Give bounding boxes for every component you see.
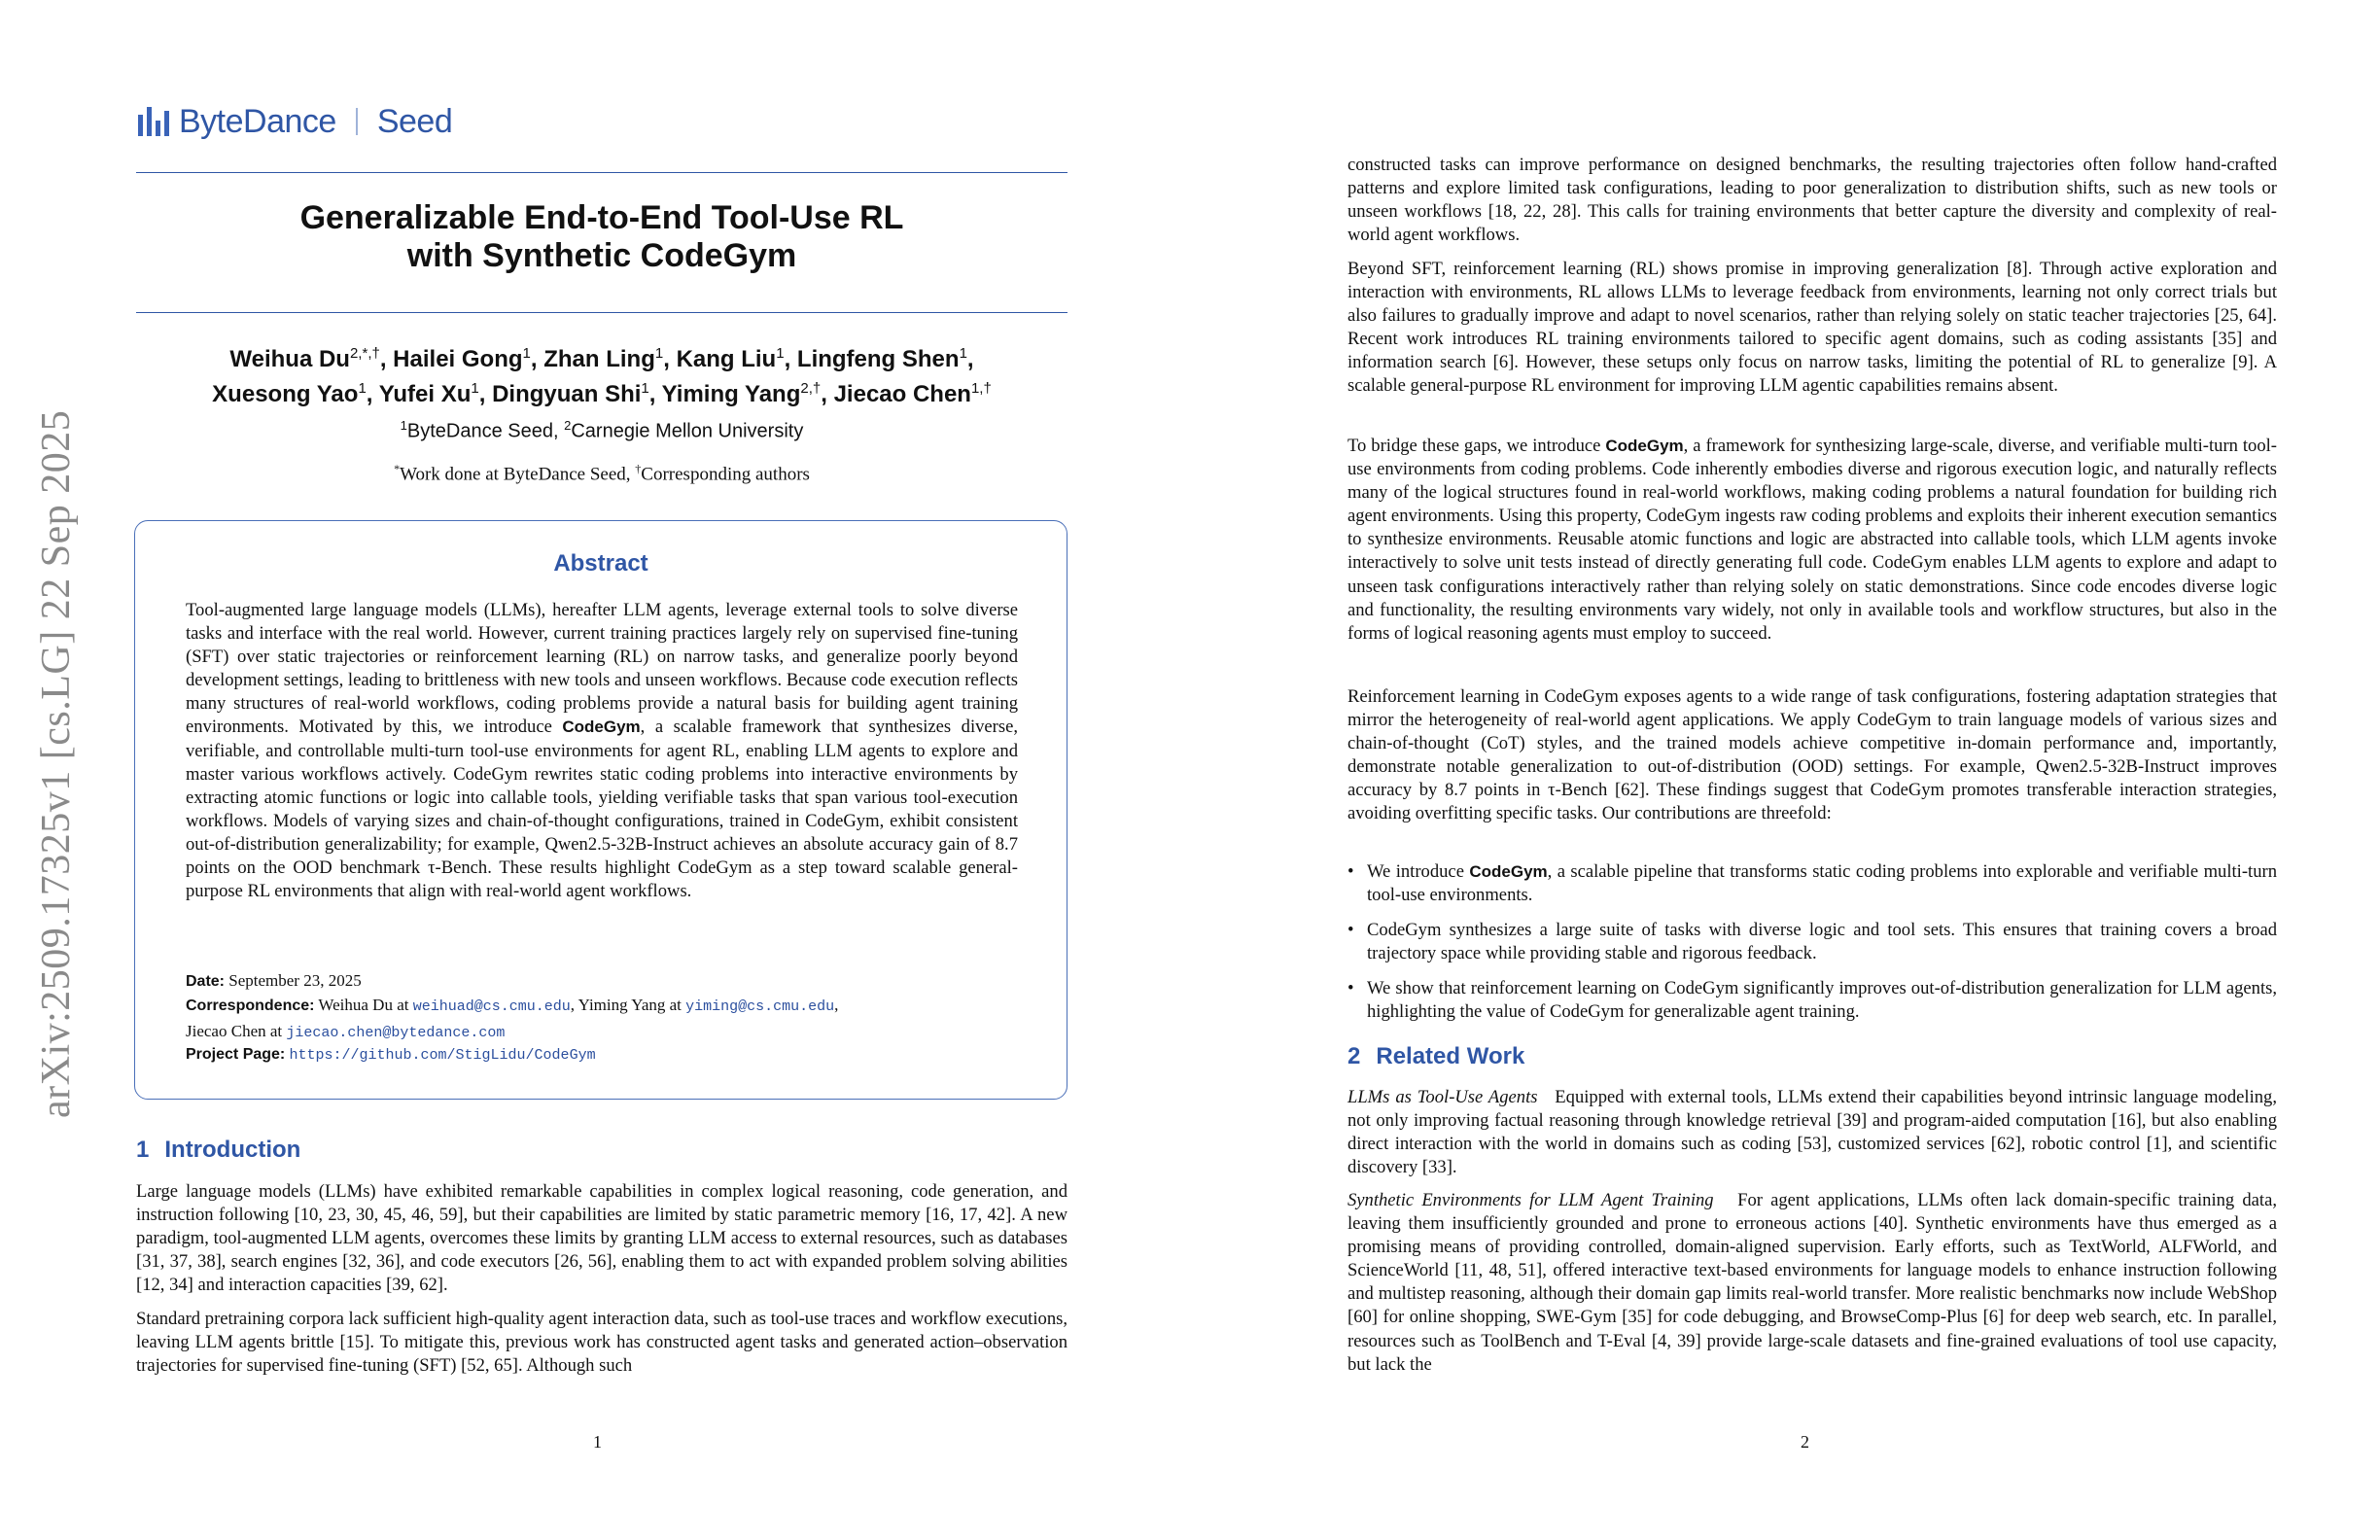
author: Weihua Du — [229, 346, 350, 372]
email-link[interactable]: yiming@cs.cmu.edu — [685, 998, 835, 1015]
page-2 — [1348, 92, 2277, 1502]
project-page-link[interactable]: https://github.com/StigLidu/CodeGym — [289, 1047, 596, 1064]
abstract-text: Tool-augmented large language models (LLMs), hereafter LLM agents, leverage external tools to solve diverse tasks and interface with the real world. However, current training practices largely rely on supervised fine-tuning (SFT) over static trajectories or reinforcement learning (RL) on narrow tasks, and generalize poorly beyond development settings, leading to brittleness with new tools and unseen workflows. Because code execution reflects many structures of real-world workflows, coding problems provide a natural basis for building agent training environments. Motivated by this, we introduce CodeGym, a scalable framework that synthesizes diverse, verifiable, and controllable multi-turn tool-use environments for agent RL, enabling LLM agents to explore and master various workflows actively. CodeGym rewrites static coding problems into interactive environments by extracting atomic functions or logic into callable tools, yielding verifiable tasks that span various tool-execution workflows. Models of varying sizes and chain-of-thought configurations, trained in CodeGym, exhibit consistent out-of-distribution generalizability; for example, Qwen2.5-32B-Instruct achieves an absolute accuracy gain of 8.7 points on the OOD benchmark τ-Bench. These results highlight CodeGym as a step toward scalable general-purpose RL environments that align with real-world agent workflows. — [186, 600, 1018, 902]
author: Zhan Ling — [543, 346, 655, 372]
paragraph: Reinforcement learning in CodeGym exposes agents to a wide range of task configurations, fostering adaptation strategies that mirror the heterogeneity of real-world agent applications. We apply CodeGym to train language models of various sizes and chain-of-thought (CoT) styles, and the trained models achieve competitive in-domain performance and, importantly, demonstrate notable generalization to out-of-distribution (OOD) settings. For example, Qwen2.5-32B-Instruct improves accuracy by 8.7 points in τ-Bench [62]. These findings suggest that CodeGym promotes transferable interaction strategies, avoiding overfitting specific tasks. Our contributions are threefold: — [1348, 686, 2277, 824]
related-work-synthetic-env: Synthetic Environments for LLM Agent Training For agent applications, LLMs often lack domain-specific training data, leaving them insufficiently grounded and prone to erroneous actions [40]. Synthetic environments have thus emerged as a promising means of providing controlled, domain-aligned supervision. Early efforts, such as TextWorld, ALFWorld, and ScienceWorld [11, 48, 51], offered interactive text-based environments for language models to enhance instruction following and multistep reasoning, although their domain gap limits real-world transfer. More realistic benchmarks now include WebShop [60] for online shopping, SWE-Gym [35] for code debugging, and BrowseComp-Plus [6] for deep web search, etc. In parallel, resources such as ToolBench and T-Eval [4, 39] provide large-scale datasets and fine-grained evaluations of tool use capacity, but lack the — [1348, 1190, 2277, 1375]
page-number: 1 — [593, 1432, 602, 1452]
section-heading-introduction: 1 Introduction — [136, 1137, 301, 1163]
paper-title — [136, 199, 1068, 275]
author-list — [136, 339, 1068, 409]
email-link[interactable]: weihuad@cs.cmu.edu — [412, 998, 571, 1015]
abstract-heading: Abstract — [553, 550, 648, 577]
abstract-box — [134, 520, 1068, 1100]
paragraph-title: LLMs as Tool-Use Agents — [1348, 1087, 1538, 1107]
email-link[interactable]: jiecao.chen@bytedance.com — [286, 1025, 506, 1041]
author: Yiming Yang — [661, 381, 801, 407]
arxiv-identifier-stamp: arXiv:2509.17325v1 [cs.LG] 22 Sep 2025 — [34, 409, 79, 1118]
author: Dingyuan Shi — [492, 381, 642, 407]
author: Lingfeng Shen — [796, 346, 960, 372]
contributions-list — [1348, 860, 2277, 1036]
logo-brand: ByteDance — [179, 102, 336, 140]
author: Jiecao Chen — [833, 381, 971, 407]
bytedance-seed-logo — [138, 102, 452, 141]
affiliations: $^1$ByteDance Seed, $^2$Carnegie Mellon University — [400, 418, 804, 442]
codegym-name: CodeGym — [1605, 437, 1684, 455]
list-item: • We introduce CodeGym, a scalable pipeline that transforms static coding problems into explorable and verifiable multi-turn tool-use environments. — [1348, 860, 2277, 907]
title-top-rule — [136, 172, 1068, 173]
intro-paragraph-2: Standard pretraining corpora lack sufficient high-quality agent interaction data, such as tool-use traces and workflow executions, leaving LLM agents brittle [15]. To mitigate this, previous work has constructed agent tasks and generated action–observation trajectories for supervised fine-tuning (SFT) [52, 65]. Although such — [136, 1309, 1068, 1377]
author: Kang Liu — [676, 346, 777, 372]
paragraph-title: Synthetic Environments for LLM Agent Training — [1348, 1190, 1714, 1210]
date-line: Date: September 23, 2025 — [186, 971, 362, 990]
paragraph: Beyond SFT, reinforcement learning (RL) shows promise in improving generalization [8]. Through active exploration and interaction with environments, RL allows LLMs to leverage feedback from environments, learning not only correct trials but also failures to gradually improve and adapt to novel scenarios, rather than relying solely on static teacher trajectories [25, 64]. Recent work introduces RL training environments tailored to specific agent domains, such as coding assistants [35] and information search [6]. However, these setups only focus on narrow tasks, limiting the potential of RL to generalize [9]. A scalable general-purpose RL environment for improving LLM agentic capabilities remains absent. — [1348, 259, 2277, 397]
list-item: • We show that reinforcement learning on CodeGym significantly improves out-of-distribution generalization for LLM agents, highlighting the value of CodeGym for generalizable agent training. — [1348, 977, 2277, 1024]
authors-line-1: Weihua $Du^{2,*,\dagger}$, Hailei Gong$^1$, Zhan Ling$^1$, Kang Liu$^1$, Lingfeng Shen$^1$, — [229, 345, 974, 372]
related-work-tool-use: LLMs as Tool-Use Agents Equipped with external tools, LLMs extend their capabilities beyond intrinsic language modeling, not only improving factual reasoning through knowledge retrieval [39] and program-aided computation [16], but also enabling direct interaction with the world in domains such as coding [53], customized services [62], robotic control [1], and scientific discovery [33]. — [1348, 1087, 2277, 1178]
paragraph: constructed tasks can improve performance on designed benchmarks, the resulting trajectories often follow hand-crafted patterns and explore limited task configurations, leading to poor generalization to distribution shifts, such as new tools or unseen workflows [18, 22, 28]. This calls for training environments that better capture the diversity and complexity of real-world agent workflows. — [1348, 155, 2277, 246]
logo-separator — [356, 108, 358, 135]
project-page: Project Page: https://github.com/StigLidu/CodeGym — [186, 1046, 596, 1064]
author: Hailei Gong — [393, 346, 523, 372]
author: Yufei Xu — [378, 381, 472, 407]
authors-line-2: Xuesong Yao$^1$, Yufei Xu$^1$, Dingyuan Shi$^1$, Yiming Yang$^{2,\dagger}$, Jiecao Chen$^{1,\dagger}$ — [212, 380, 992, 407]
author: Xuesong Yao — [212, 381, 359, 407]
bytedance-bars-icon — [138, 107, 169, 136]
codegym-name: CodeGym — [562, 718, 641, 737]
codegym-name: CodeGym — [1469, 862, 1548, 881]
list-item: • CodeGym synthesizes a large suite of tasks with diverse logic and tool sets. This ensures that training covers a broad trajectory space while providing stable and rigorous feedback. — [1348, 919, 2277, 965]
intro-paragraph-1: Large language models (LLMs) have exhibited remarkable capabilities in complex logical reasoning, code generation, and instruction following [10, 23, 30, 45, 46, 59], but their capabilities are limited by static parametric memory [16, 17, 42]. A new paradigm, tool-augmented LLM agents, overcomes these limits by granting LLM access to external resources, such as databases [31, 37, 38], search engines [32, 36], and code executors [26, 56], enabling them to act with expanded problem solving abilities [12, 34] and interaction capacities [39, 62]. — [136, 1181, 1068, 1296]
title-line-1: Generalizable End-to-End Tool-Use RL — [299, 199, 904, 236]
paragraph: To bridge these gaps, we introduce CodeGym, a framework for synthesizing large-scale, diverse, and verifiable multi-turn tool-use environments from coding problems. Code inherently embodies diverse and rigorous execution logic, and naturally reflects many of the logical structures found in real-world workflows, making coding problems a natural foundation for building rich agent environments. Using this property, CodeGym ingests raw coding problems and exploits their inherent execution semantics to synthesize environments. Reusable atomic functions and logic are abstracted into callable tools, which LLM agents invoke interactively to solve unit tests instead of directly generating full code. CodeGym enables LLM agents to explore and adapt to unseen task configurations interactively rather than relying solely on static demonstrations. Since code encodes diverse logic and functionality, the resulting environments vary widely, not only in available tools and workflow structures, but also in the forms of logical reasoning agents must employ to succeed. — [1348, 436, 2277, 644]
section-heading-related-work: 2 Related Work — [1348, 1043, 1525, 1069]
page-1 — [136, 92, 1069, 1502]
author-notes: *Work done at ByteDance Seed, †Corresponding authors — [394, 462, 810, 485]
correspondence: Correspondence: Weihua Du at weihuad@cs.cmu.edu, Yiming Yang at yiming@cs.cmu.edu, Jiecao Chen at jiecao.chen@bytedance.com — [186, 996, 839, 1041]
title-line-2: with Synthetic CodeGym — [406, 237, 797, 274]
logo-product: Seed — [376, 102, 453, 140]
page-number: 2 — [1801, 1432, 1809, 1452]
title-bottom-rule — [136, 312, 1068, 313]
